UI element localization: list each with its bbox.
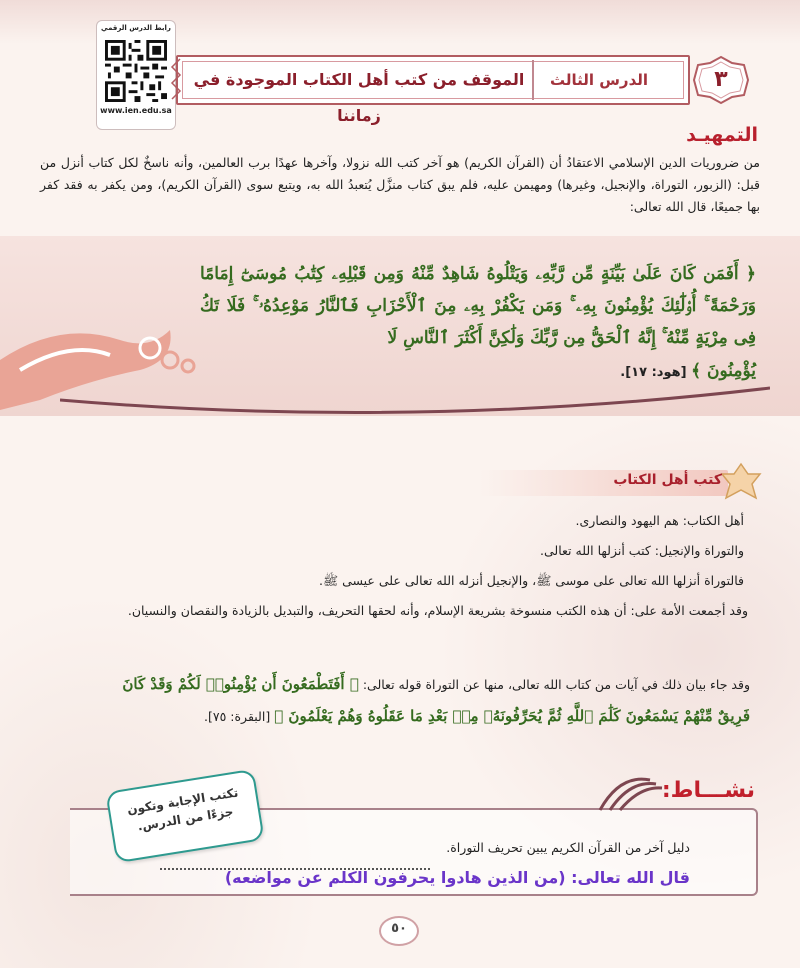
section-line-4: وقد أجمعت الأمة على: أن هذه الكتب منسوخة بشريعة الإسلام، وأنه لحقها التحريف، والتبديل بالزيادة والنقصان والنسيان. (127, 603, 748, 618)
quran-verse: ﴿ أَفَمَن كَانَ عَلَىٰ بَيِّنَةٍ مِّن رَّبِّهِۦ وَيَتْلُوهُ شَاهِدٌ مِّنْهُ وَمِن قَبْلِهِۦ كِتَٰبُ مُوسَىٰٓ إِمَامًا وَرَحْمَةً ۚ أُو۟لَٰٓئِكَ يُؤْمِنُونَ بِهِۦ ۚ وَمَن يَكْفُرْ بِهِۦ مِنَ ٱلْأَحْزَابِ فَٱلنَّارُ مَوْعِدُهُۥ ۚ فَلَا تَكُ فِى مِرْيَةٍ مِّنْهُ ۚ إِنَّهُ ٱلْحَقُّ مِن رَّبِّكَ وَلَٰكِنَّ أَكْثَرَ ٱلنَّاسِ لَا (200, 264, 756, 348)
section-line-2: والتوراة والإنجيل: كتب أنزلها الله تعالى. (540, 543, 744, 558)
verse-intro-text: وقد جاء بيان ذلك في آيات من كتاب الله تعالى، منها عن التوراة قوله تعالى: (362, 677, 750, 692)
section-line-1: أهل الكتاب: هم اليهود والنصارى. (575, 513, 744, 528)
section-line-3: فالتوراة أنزلها الله تعالى على موسى ﷺ، والإنجيل أنزله الله تعالى على عيسى ﷺ. (319, 573, 744, 588)
qr-code-icon[interactable] (105, 40, 167, 102)
intro-paragraph: من ضروريات الدين الإسلامي الاعتقادُ أن (القرآن الكريم) هو آخر كتب الله نزولا، وآخرها عهدًا برب العالمين، وأنه ناسخٌ لكل كتاب أنزل من قبل: (الزبور، التوراة، والإنجيل، وغيرها) ومهيمن عليه، فلم يبق كتاب منزَّل يُتعبدُ الله به، ويتبع سوى (القرآن الكريم)، ومن يكفر به فقد كفر بها جميعًا، قال الله تعالى: (40, 155, 760, 214)
baqarah-verse-part-1: ﴿ أَفَتَطْمَعُونَ أَن يُؤْمِنُوا۟ لَكُمْ وَقَدْ كَانَ (122, 675, 359, 693)
header-divider (532, 60, 534, 100)
section-title: كتب أهل الكتاب (613, 472, 722, 488)
lesson-number: ٣ (714, 67, 728, 92)
verse-reference-line (466, 360, 756, 381)
header-ornament-icon (168, 55, 184, 105)
section-ornament-icon (718, 460, 764, 504)
qr-label: رابط الدرس الرقمي (101, 24, 171, 32)
lesson-title: الموقف من كتب أهل الكتاب الموجودة في زماننا (193, 70, 525, 125)
activity-question: دليل آخر من القرآن الكريم يبين تحريف التوراة. (446, 840, 690, 855)
section-line-6 (40, 702, 750, 731)
activity-title: نشـــاط: (661, 778, 755, 803)
baqarah-reference: [البقرة: ٧٥]. (204, 709, 271, 724)
swirl-ornament-icon (0, 300, 200, 410)
lesson-label: الدرس الثالث (549, 71, 649, 89)
qr-url[interactable]: www.ien.edu.sa (100, 106, 172, 115)
verse-last-word: يُؤْمِنُونَ ﴾ (691, 361, 756, 381)
baqarah-verse-part-2: فَرِيقٌ مِّنْهُمْ يَسْمَعُونَ كَلَٰمَ ٱللَّهِ ثُمَّ يُحَرِّفُونَهُۥ مِنۢ بَعْدِ مَا عَقَلُوهُ وَهُمْ يَعْلَمُونَ ﴾ (274, 707, 750, 725)
intro-heading: التمهيـد (686, 124, 758, 146)
verse-reference: [هود: ١٧]. (620, 365, 687, 380)
page-number: ٥٠ (391, 921, 407, 936)
section-line-5 (40, 670, 750, 699)
activity-answer[interactable]: قال الله تعالى: (من الذين هادوا يحرفون الكلم عن مواضعه) (224, 868, 690, 887)
note-text: تكتب الإجابة وتكون جزءًا من الدرس. (126, 785, 240, 834)
